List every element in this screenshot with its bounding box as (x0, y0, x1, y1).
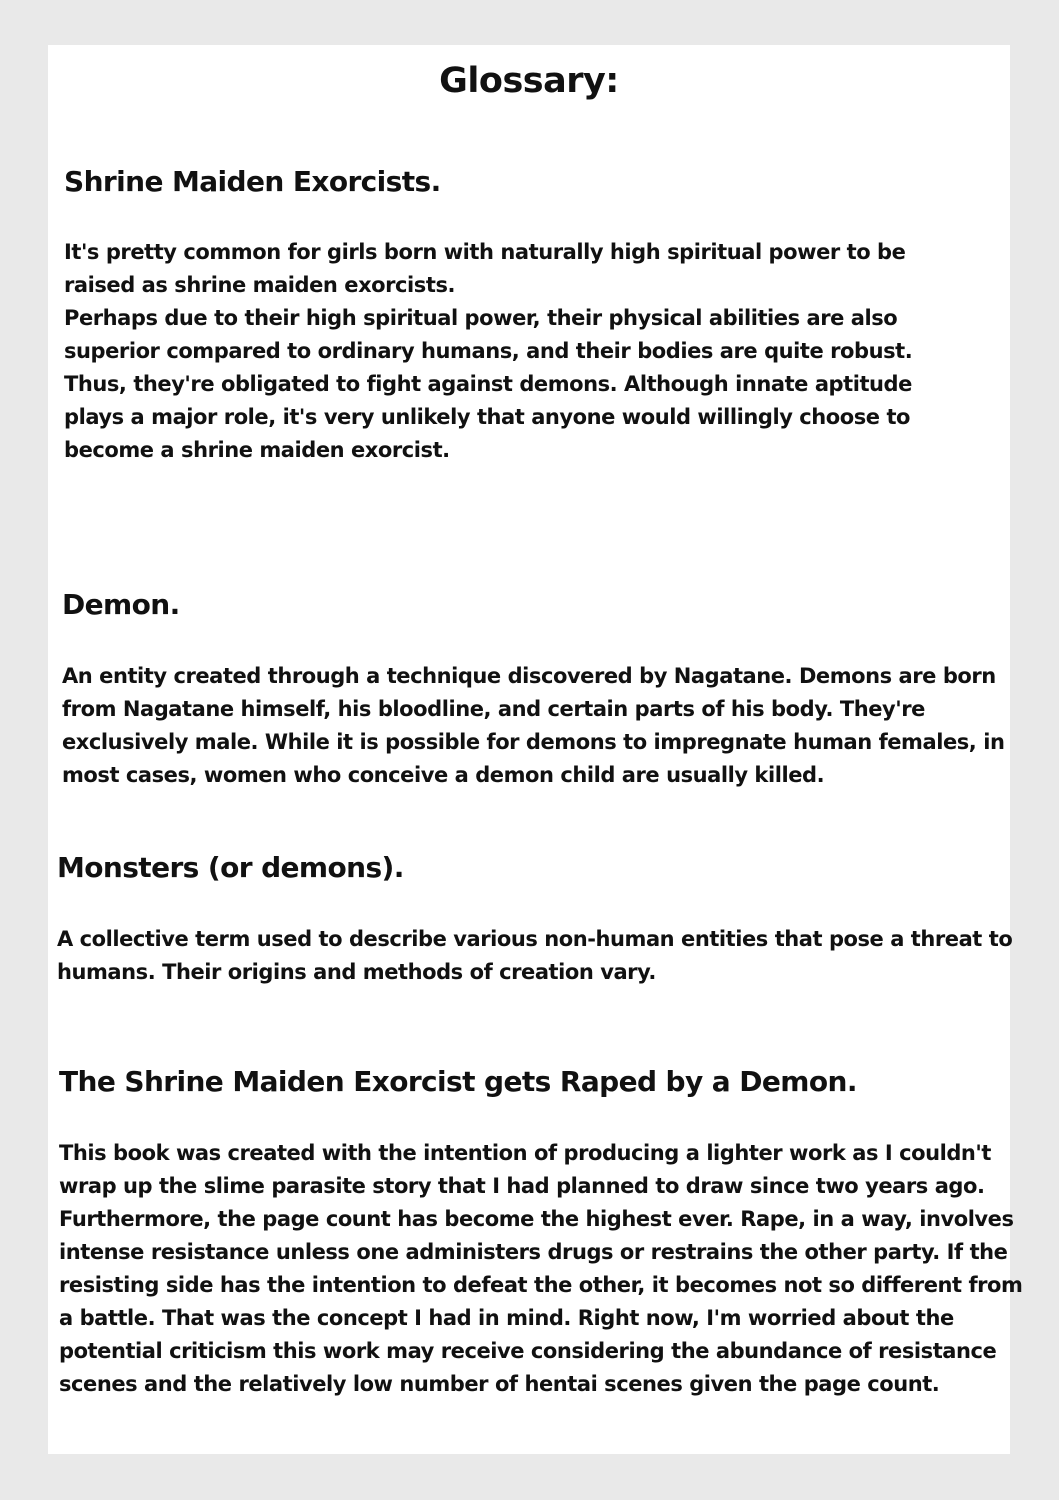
body-line: Furthermore, the page count has become the highest ever. Rape, in a way, involves (59, 1207, 1014, 1231)
body-line: superior compared to ordinary humans, and their bodies are quite robust. (64, 339, 913, 363)
body-line: scenes and the relatively low number of hentai scenes given the page count. (59, 1372, 940, 1396)
body-line: Perhaps due to their high spiritual power, their physical abilities are also (64, 306, 898, 330)
section-demon (62, 588, 1004, 792)
section-shrine-maiden-exorcists (64, 165, 912, 467)
body-line: raised as shrine maiden exorcists. (64, 273, 456, 297)
body-line: Thus, they're obligated to fight against demons. Although innate aptitude (64, 372, 912, 396)
body-line: humans. Their origins and methods of creation vary. (57, 960, 656, 984)
document-page (48, 45, 1023, 1454)
body-line: resisting side has the intention to defeat the other, it becomes not so different from (59, 1273, 1023, 1297)
page-title: Glossary: (439, 61, 619, 101)
body-line: a battle. That was the concept I had in mind. Right now, I'm worried about the (59, 1306, 954, 1330)
section-heading: Shrine Maiden Exorcists. (64, 165, 441, 198)
body-line: from Nagatane himself, his bloodline, and certain parts of his body. They're (62, 697, 925, 721)
section-body (62, 660, 1004, 792)
section-body (64, 236, 912, 467)
body-line: exclusively male. While it is possible for demons to impregnate human females, in (62, 730, 1005, 754)
body-line: plays a major role, it's very unlikely that anyone would willingly choose to (64, 405, 911, 429)
section-body (57, 923, 1012, 989)
body-line: become a shrine maiden exorcist. (64, 438, 450, 462)
body-line: potential criticism this work may receive considering the abundance of resistance (59, 1339, 997, 1363)
body-line: most cases, women who conceive a demon child are usually killed. (62, 763, 825, 787)
section-monsters (57, 851, 1012, 989)
body-line: This book was created with the intention of producing a lighter work as I couldn't (59, 1141, 991, 1165)
body-line: An entity created through a technique discovered by Nagatane. Demons are born (62, 664, 996, 688)
body-line: A collective term used to describe various non-human entities that pose a threat to (57, 927, 1013, 951)
body-line: intense resistance unless one administers drugs or restrains the other party. If the (59, 1240, 1008, 1264)
section-book-afterword (59, 1065, 1022, 1401)
section-heading: Demon. (62, 588, 180, 621)
section-body (59, 1137, 1022, 1401)
body-line: wrap up the slime parasite story that I had planned to draw since two years ago. (59, 1174, 985, 1198)
section-heading: Monsters (or demons). (57, 851, 404, 884)
section-heading: The Shrine Maiden Exorcist gets Raped by a Demon. (59, 1065, 857, 1098)
body-line: It's pretty common for girls born with naturally high spiritual power to be (64, 240, 906, 264)
